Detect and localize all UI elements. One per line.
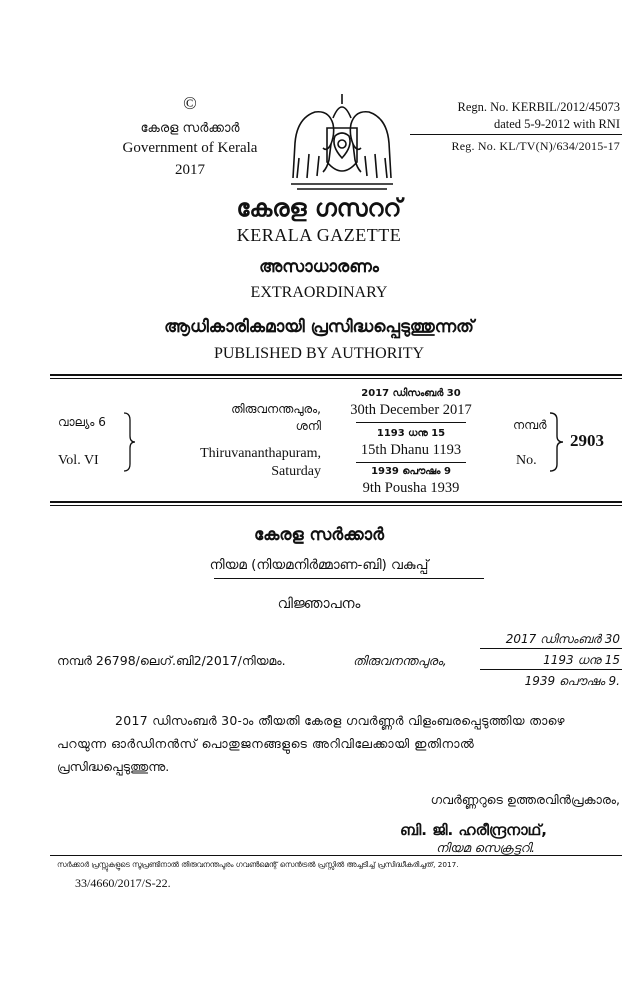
govt-name-ml: കേരള സർക്കാർ bbox=[140, 121, 240, 136]
reference-number: നമ്പർ 26798/ലെഗ്.ബി2/2017/നിയമം. bbox=[57, 653, 286, 668]
reference-date-rule-1 bbox=[480, 648, 622, 649]
published-authority-ml: ആധികാരികമായി പ്രസിദ്ധപ്പെടുത്തുന്നത് bbox=[164, 317, 474, 337]
department-underline bbox=[214, 578, 484, 579]
volume-ml: വാല്യം 6 bbox=[58, 415, 106, 429]
day-en: Saturday bbox=[271, 464, 321, 479]
signatory-designation: നിയമ സെക്രട്ടറി. bbox=[436, 840, 536, 855]
gazette-title-en: KERALA GAZETTE bbox=[236, 225, 402, 245]
regn-line-2: dated 5-9-2012 with RNI bbox=[493, 117, 620, 131]
header-year: 2017 bbox=[175, 162, 205, 178]
notification-title: വിജ്ഞാപനം bbox=[277, 596, 361, 612]
date-3-en: 9th Pousha 1939 bbox=[362, 480, 460, 496]
footer-press-line: സർക്കാർ പ്രസ്സുകളുടെ സൂപ്രണ്ടിനാൽ തിരുവനന്തപുരം ഗവൺമെന്റ് സെൻട്രൽ പ്രസ്സിൽ അച്ചടിച്ച് പ്രസിദ്ധീകരിച്ചത്, 2017. bbox=[57, 860, 459, 869]
extraordinary-en: EXTRAORDINARY bbox=[250, 284, 388, 301]
number-label-ml: നമ്പർ bbox=[513, 418, 547, 432]
place-ml: തിരുവനന്തപുരം, bbox=[231, 402, 321, 416]
issue-bottom-rule bbox=[50, 501, 622, 503]
department-name: നിയമ (നിയമനിർമ്മാണ-ബി) വകുപ്പ് bbox=[209, 557, 429, 573]
volume-en: Vol. VI bbox=[58, 453, 99, 468]
copyright-symbol: © bbox=[183, 93, 197, 113]
number-label-en: No. bbox=[516, 453, 537, 468]
by-order-line: ഗവർണ്ണറുടെ ഉത്തരവിൻപ്രകാരം, bbox=[430, 792, 620, 807]
regn-line-1: Regn. No. KERBIL/2012/45073 bbox=[457, 100, 620, 114]
date-3-ml: 1939 പൌഷം 9 bbox=[371, 466, 451, 477]
reference-date-1: 2017 ഡിസംബർ 30 bbox=[505, 632, 620, 646]
date-1-ml: 2017 ഡിസംബർ 30 bbox=[361, 388, 461, 399]
footer-rule bbox=[50, 855, 622, 856]
issue-top-rule bbox=[50, 374, 622, 376]
regn-line-3: Reg. No. KL/TV(N)/634/2015-17 bbox=[451, 139, 620, 153]
issue-bottom-rule-thin bbox=[50, 505, 622, 506]
paragraph-line-2: പറയുന്ന ഓർഡിനൻസ് പൊതുജനങ്ങളുടെ അറിവിലേക്കായി ഇതിനാൽ bbox=[57, 736, 475, 751]
reference-date-rule-2 bbox=[480, 669, 622, 670]
body-govt-title: കേരള സർക്കാർ bbox=[253, 525, 385, 545]
extraordinary-ml: അസാധാരണം bbox=[259, 257, 379, 277]
signatory-name: ബി. ജി. ഹരീന്ദ്രനാഥ്, bbox=[400, 821, 547, 839]
volume-brace-icon bbox=[122, 412, 136, 476]
date-1-en: 30th December 2017 bbox=[350, 402, 472, 418]
reference-date-3: 1939 പൌഷം 9. bbox=[524, 674, 620, 688]
paragraph-line-1: 2017 ഡിസംബർ 30-ാം തീയതി കേരള ഗവർണ്ണർ വിളംബരപ്പെടുത്തിയ താഴെ bbox=[115, 713, 565, 728]
date-divider-2 bbox=[356, 462, 466, 463]
date-2-en: 15th Dhanu 1193 bbox=[360, 442, 462, 458]
govt-name-en: Government of Kerala bbox=[122, 140, 258, 156]
issue-top-rule-thin bbox=[50, 378, 622, 379]
state-emblem-icon bbox=[283, 88, 401, 194]
date-divider-1 bbox=[356, 422, 466, 423]
reference-place: തിരുവനന്തപുരം, bbox=[353, 653, 447, 668]
footer-code: 33/4660/2017/S-22. bbox=[75, 876, 171, 890]
reference-date-2: 1193 ധനു 15 bbox=[543, 653, 620, 667]
day-ml: ശനി bbox=[295, 419, 321, 433]
published-authority-en: PUBLISHED BY AUTHORITY bbox=[213, 345, 425, 362]
number-brace-icon bbox=[548, 412, 564, 476]
gazette-title-ml: കേരള ഗസററ് bbox=[236, 194, 402, 222]
paragraph-line-3: പ്രസിദ്ധപ്പെടുത്തുന്നു. bbox=[57, 759, 170, 774]
issue-number: 2903 bbox=[570, 431, 604, 450]
place-en: Thiruvananthapuram, bbox=[200, 446, 321, 461]
regn-divider bbox=[410, 134, 622, 135]
date-2-ml: 1193 ധനു 15 bbox=[376, 428, 446, 439]
